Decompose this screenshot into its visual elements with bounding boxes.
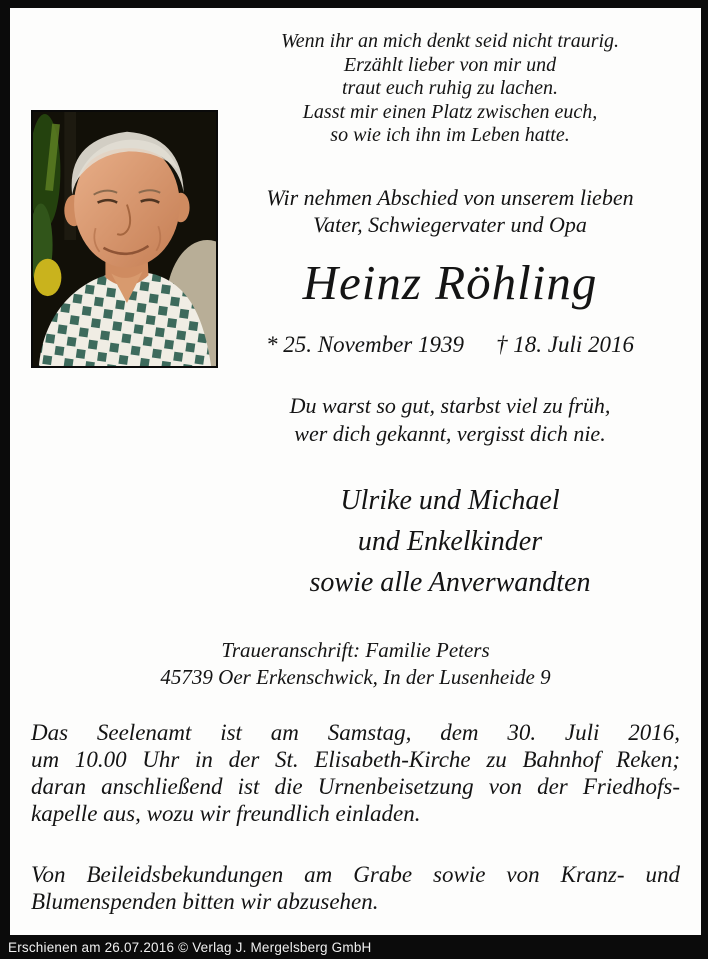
publisher-imprint-bar — [0, 935, 708, 959]
condolence-line: Blumenspenden bitten wir abzusehen. — [31, 889, 379, 914]
epitaph — [222, 392, 678, 447]
mourner-line: Ulrike und Michael — [340, 485, 560, 516]
farewell-statement — [222, 184, 678, 238]
mourner-line: und Enkelkinder — [357, 526, 543, 557]
farewell-line: Wir nehmen Abschied von unserem lieben — [266, 185, 634, 210]
epitaph-line: wer dich gekannt, vergisst dich nie. — [294, 420, 606, 446]
poem-line: Lasst mir einen Platz zwischen euch, — [302, 100, 598, 123]
memorial-poem — [222, 30, 678, 148]
portrait-illustration — [33, 112, 216, 366]
portrait-photo — [31, 110, 218, 368]
service-line: um 10.00 Uhr in der St. Elisabeth-Kirche zu Bahnhof Reken; — [31, 747, 680, 772]
farewell-line: Vater, Schwiegervater und Opa — [313, 212, 587, 237]
life-dates — [222, 332, 678, 358]
condolence-line: Von Beileidsbekundungen am Grabe sowie von Kranz- und — [31, 862, 680, 887]
service-line: kapelle aus, wozu wir freundlich einladen. — [31, 801, 421, 826]
memorial-card — [10, 8, 701, 935]
service-line: daran anschließend ist die Urnenbeisetzung von der Friedhofs- — [31, 774, 680, 799]
condolence-note — [31, 861, 680, 915]
service-announcement — [31, 719, 680, 827]
poem-line: traut euch ruhig zu lachen. — [341, 77, 559, 99]
mourner-line: sowie alle Anverwandten — [309, 567, 591, 598]
mourners-list — [222, 480, 678, 603]
death-date: † 18. Juli 2016 — [496, 332, 635, 357]
imprint-text: Erschienen am 26.07.2016 © Verlag J. Mergelsberg GmbH — [8, 939, 372, 955]
birth-date: * 25. November 1939 — [265, 332, 465, 357]
deceased-name: Heinz Röhling — [302, 255, 598, 310]
poem-line: so wie ich ihn im Leben hatte. — [330, 124, 570, 146]
address-line: 45739 Oer Erkenschwick, In der Lusenheide 9 — [160, 664, 551, 689]
service-line: Das Seelenamt ist am Samstag, dem 30. Juli 2016, — [31, 720, 680, 745]
mourning-address — [10, 637, 701, 690]
address-line: Traueranschrift: Familie Peters — [221, 638, 490, 662]
epitaph-line: Du warst so gut, starbst viel zu früh, — [289, 393, 611, 418]
poem-line: Wenn ihr an mich denkt seid nicht traurig. — [280, 30, 620, 52]
poem-line: Erzählt lieber von mir und — [343, 53, 557, 76]
